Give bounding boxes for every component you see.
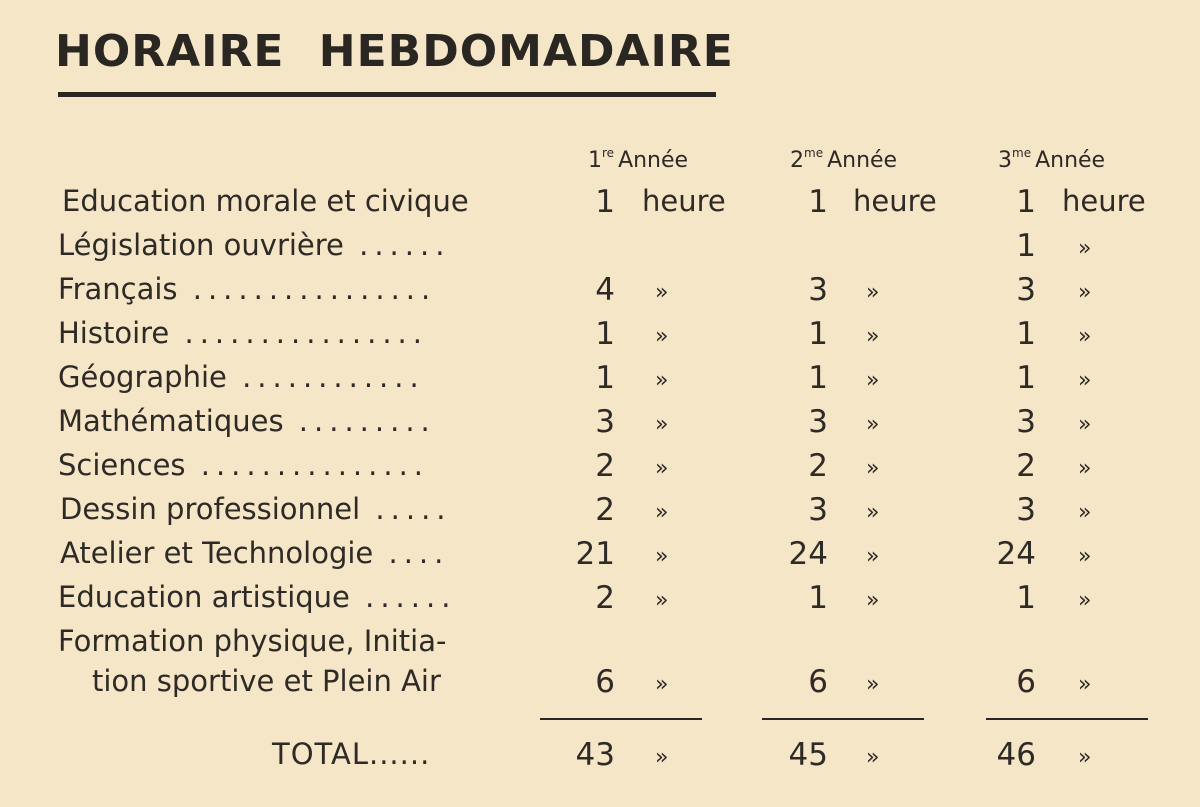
unit-year-3: » [1078,745,1092,770]
hours-year-3: 3 [1016,492,1036,528]
hours-year-3: 3 [1016,404,1036,440]
unit-year-1: » [655,672,669,697]
table-row [0,492,1200,532]
column-ordinal-suffix: me [804,146,824,160]
unit-year-2: heure [853,184,937,218]
sum-rule-year-1 [540,718,702,720]
column-header-year-3 [998,146,1105,173]
column-ordinal: 2 [790,148,804,173]
table-row [0,580,1200,620]
subject-label: Dessin professionnel ..... [60,492,452,526]
unit-year-3: » [1078,324,1092,349]
unit-year-3: heure [1062,184,1146,218]
hours-year-2: 3 [808,404,828,440]
unit-year-1: » [655,745,669,770]
unit-year-1: » [655,324,669,349]
hours-year-2: 1 [808,184,828,220]
hours-year-2: 3 [808,272,828,308]
table-row [0,536,1200,576]
subject-label: Français ................ [58,272,437,306]
unit-year-1: » [655,412,669,437]
hours-year-1: 2 [595,448,615,484]
total-year-1: 43 [575,737,615,773]
total-year-2: 45 [788,737,828,773]
table-row [0,272,1200,312]
column-ordinal: 3 [998,148,1012,173]
subject-label: Atelier et Technologie .... [60,536,450,570]
subject-label: Mathématiques ......... [58,404,436,438]
hours-year-3: 1 [1016,184,1036,220]
hours-year-1: 6 [595,664,615,700]
table-row [0,404,1200,444]
table-row [0,228,1200,268]
unit-year-3: » [1078,412,1092,437]
unit-year-2: » [866,368,880,393]
title-underline [58,92,716,97]
hours-year-2: 1 [808,580,828,616]
table-row [0,448,1200,488]
column-header-year-2 [790,146,897,173]
subject-label-line-1: Formation physique, Initia- [58,624,447,658]
subject-label: Education morale et civique [62,184,469,218]
column-ordinal-suffix: me [1012,146,1032,160]
unit-year-2: » [866,412,880,437]
sum-rule-year-3 [986,718,1148,720]
hours-year-2: 3 [808,492,828,528]
subject-label: Législation ouvrière ...... [58,228,451,262]
unit-year-2: » [866,745,880,770]
unit-year-2: » [866,672,880,697]
total-year-3: 46 [996,737,1036,773]
unit-year-3: » [1078,544,1092,569]
table-row [0,316,1200,356]
unit-year-2: » [866,456,880,481]
hours-year-2: 24 [788,536,828,572]
column-ordinal-suffix: re [602,146,615,160]
subject-label: Sciences ............... [58,448,430,482]
subject-label: Education artistique ...... [58,580,457,614]
subject-label: Histoire ................ [58,316,428,350]
hours-year-3: 3 [1016,272,1036,308]
hours-year-3: 1 [1016,360,1036,396]
hours-year-1: 3 [595,404,615,440]
unit-year-2: » [866,544,880,569]
hours-year-3: 1 [1016,316,1036,352]
unit-year-1: » [655,456,669,481]
unit-year-3: » [1078,456,1092,481]
unit-year-3: » [1078,500,1092,525]
hours-year-3: 2 [1016,448,1036,484]
column-label: Année [618,148,689,173]
hours-year-3: 1 [1016,580,1036,616]
column-header-year-1 [588,146,688,173]
column-label: Année [827,148,898,173]
hours-year-1: 2 [595,580,615,616]
hours-year-2: 6 [808,664,828,700]
unit-year-3: » [1078,236,1092,261]
hours-year-1: 21 [575,536,615,572]
hours-year-3: 24 [996,536,1036,572]
total-row [0,737,1200,777]
unit-year-2: » [866,588,880,613]
hours-year-1: 4 [595,272,615,308]
table-row [0,184,1200,224]
unit-year-3: » [1078,280,1092,305]
column-ordinal: 1 [588,148,602,173]
unit-year-1: » [655,500,669,525]
hours-year-2: 1 [808,360,828,396]
unit-year-2: » [866,280,880,305]
unit-year-1: heure [642,184,726,218]
unit-year-2: » [866,324,880,349]
unit-year-2: » [866,500,880,525]
hours-year-2: 1 [808,316,828,352]
unit-year-1: » [655,588,669,613]
unit-year-3: » [1078,368,1092,393]
hours-year-3: 1 [1016,228,1036,264]
hours-year-1: 1 [595,316,615,352]
unit-year-1: » [655,280,669,305]
page-title: HORAIRE HEBDOMADAIRE [55,26,734,77]
table-row [0,664,1200,704]
subject-label: Géographie ............ [58,360,425,394]
table-row [0,360,1200,400]
hours-year-1: 2 [595,492,615,528]
subject-label-line-2: tion sportive et Plein Air [92,664,441,698]
sum-rule-year-2 [762,718,924,720]
hours-year-3: 6 [1016,664,1036,700]
hours-year-1: 1 [595,360,615,396]
unit-year-1: » [655,368,669,393]
column-label: Année [1035,148,1106,173]
unit-year-3: » [1078,588,1092,613]
hours-year-1: 1 [595,184,615,220]
unit-year-3: » [1078,672,1092,697]
hours-year-2: 2 [808,448,828,484]
total-label: TOTAL...... [272,737,431,771]
unit-year-1: » [655,544,669,569]
